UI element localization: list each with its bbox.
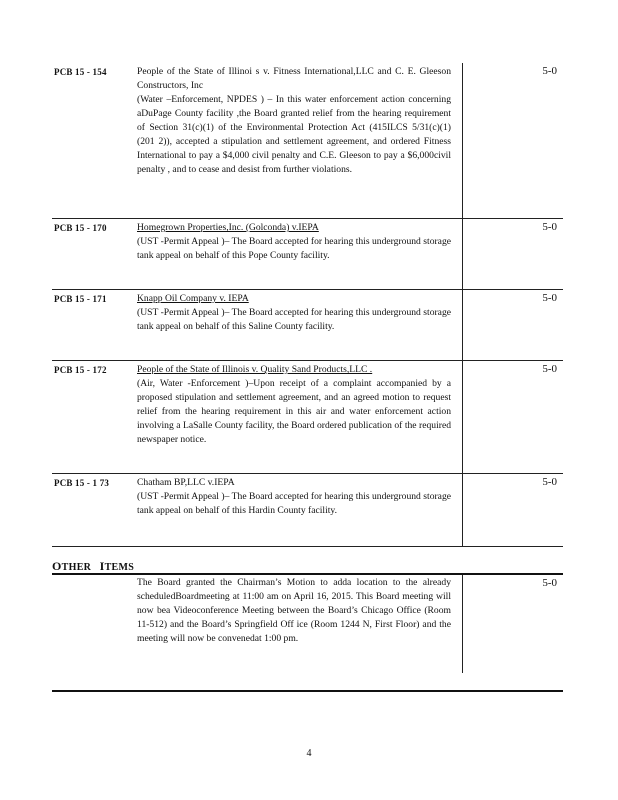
case-summary: (UST -Permit Appeal )– The Board accepted for hearing this underground storage tank appeal on behalf of this Pope County facility. [137, 236, 451, 261]
case-description [137, 476, 451, 518]
case-title: People of the State of Illinois v. Quality Sand Products,LLC . [137, 364, 373, 375]
case-summary: (Water –Enforcement, NPDES ) – In this water enforcement action concerning aDuPage County facility ,the Board granted relief from the hearing requirement of Section 31(c)(1) of the Environmental Protection Act (415ILCS 5/31(c)(1) (201 2)), accepted a stipulation and settlement agreement, and ordered Fitness International to pay a $4,000 civil penalty and C.E. Gleeson to pay a $6,000civil penalty , and to cease and desist from further violations. [137, 94, 451, 175]
case-summary: (Air, Water -Enforcement )–Upon receipt of a complaint accompanied by a proposed stipulation and settlement agreement, and an agreed motion to request relief from the hearing requirement in this air and water enforcement action involving a LaSalle County facility, the Board ordered publication of the required newspaper notice. [137, 378, 451, 445]
case-description [137, 65, 451, 177]
vote-count: 5-0 [542, 65, 557, 77]
page-number: 4 [306, 748, 312, 759]
case-number: PCB 15 - 171 [54, 294, 107, 304]
other-item-row [52, 575, 563, 673]
case-title: Chatham BP,LLC v.IEPA [137, 477, 235, 488]
heading-word: THER [61, 562, 92, 573]
case-row [52, 474, 563, 547]
case-title: Knapp Oil Company v. IEPA [137, 293, 249, 304]
cases-table [52, 63, 563, 547]
column-divider [462, 575, 463, 673]
case-description [137, 221, 451, 263]
case-row [52, 63, 563, 219]
vote-count: 5-0 [542, 292, 557, 304]
vote-count: 5-0 [542, 577, 557, 589]
vote-count: 5-0 [542, 476, 557, 488]
column-divider [462, 361, 463, 473]
case-summary: (UST -Permit Appeal )– The Board accepted for hearing this underground storage tank appeal on behalf of this Hardin County facility. [137, 491, 451, 516]
column-divider [462, 63, 463, 218]
case-title: Homegrown Properties,Inc. (Golconda) v.IEPA [137, 222, 319, 233]
vote-count: 5-0 [542, 221, 557, 233]
case-number: PCB 15 - 1 73 [54, 478, 110, 488]
other-item-description: The Board granted the Chairman’s Motion to adda location to the already scheduledBoardmeeting at 11:00 am on April 16, 2015. This Board meeting will now bea Videoconference Meeting between the Board’s Chicago Office (Room 11-512) and the Board’s Springfield Off ice (Room 1244 N, First Floor) and the meeting will now be convenedat 1:00 pm. [137, 577, 451, 644]
column-divider [462, 290, 463, 360]
heading-word: TEMS [104, 562, 135, 573]
case-row [52, 290, 563, 361]
case-description [137, 292, 451, 334]
case-row [52, 219, 563, 290]
heading-initial: I [99, 559, 105, 573]
case-number: PCB 15 - 154 [54, 67, 107, 77]
heading-initial: O [52, 559, 62, 573]
column-divider [462, 474, 463, 546]
case-title: People of the State of Illinoi s v. Fitness International,LLC and C. E. Gleeson Constructors, Inc [137, 66, 451, 91]
case-description [137, 363, 451, 447]
bottom-rule [52, 690, 563, 692]
column-divider [462, 219, 463, 289]
case-number: PCB 15 - 172 [54, 365, 107, 375]
case-number: PCB 15 - 170 [54, 223, 107, 233]
case-row [52, 361, 563, 474]
section-heading-other-items [52, 559, 134, 574]
case-summary: (UST -Permit Appeal )– The Board accepted for hearing this underground storage tank appeal on behalf of this Saline County facility. [137, 307, 451, 332]
vote-count: 5-0 [542, 363, 557, 375]
other-items-table [52, 575, 563, 673]
